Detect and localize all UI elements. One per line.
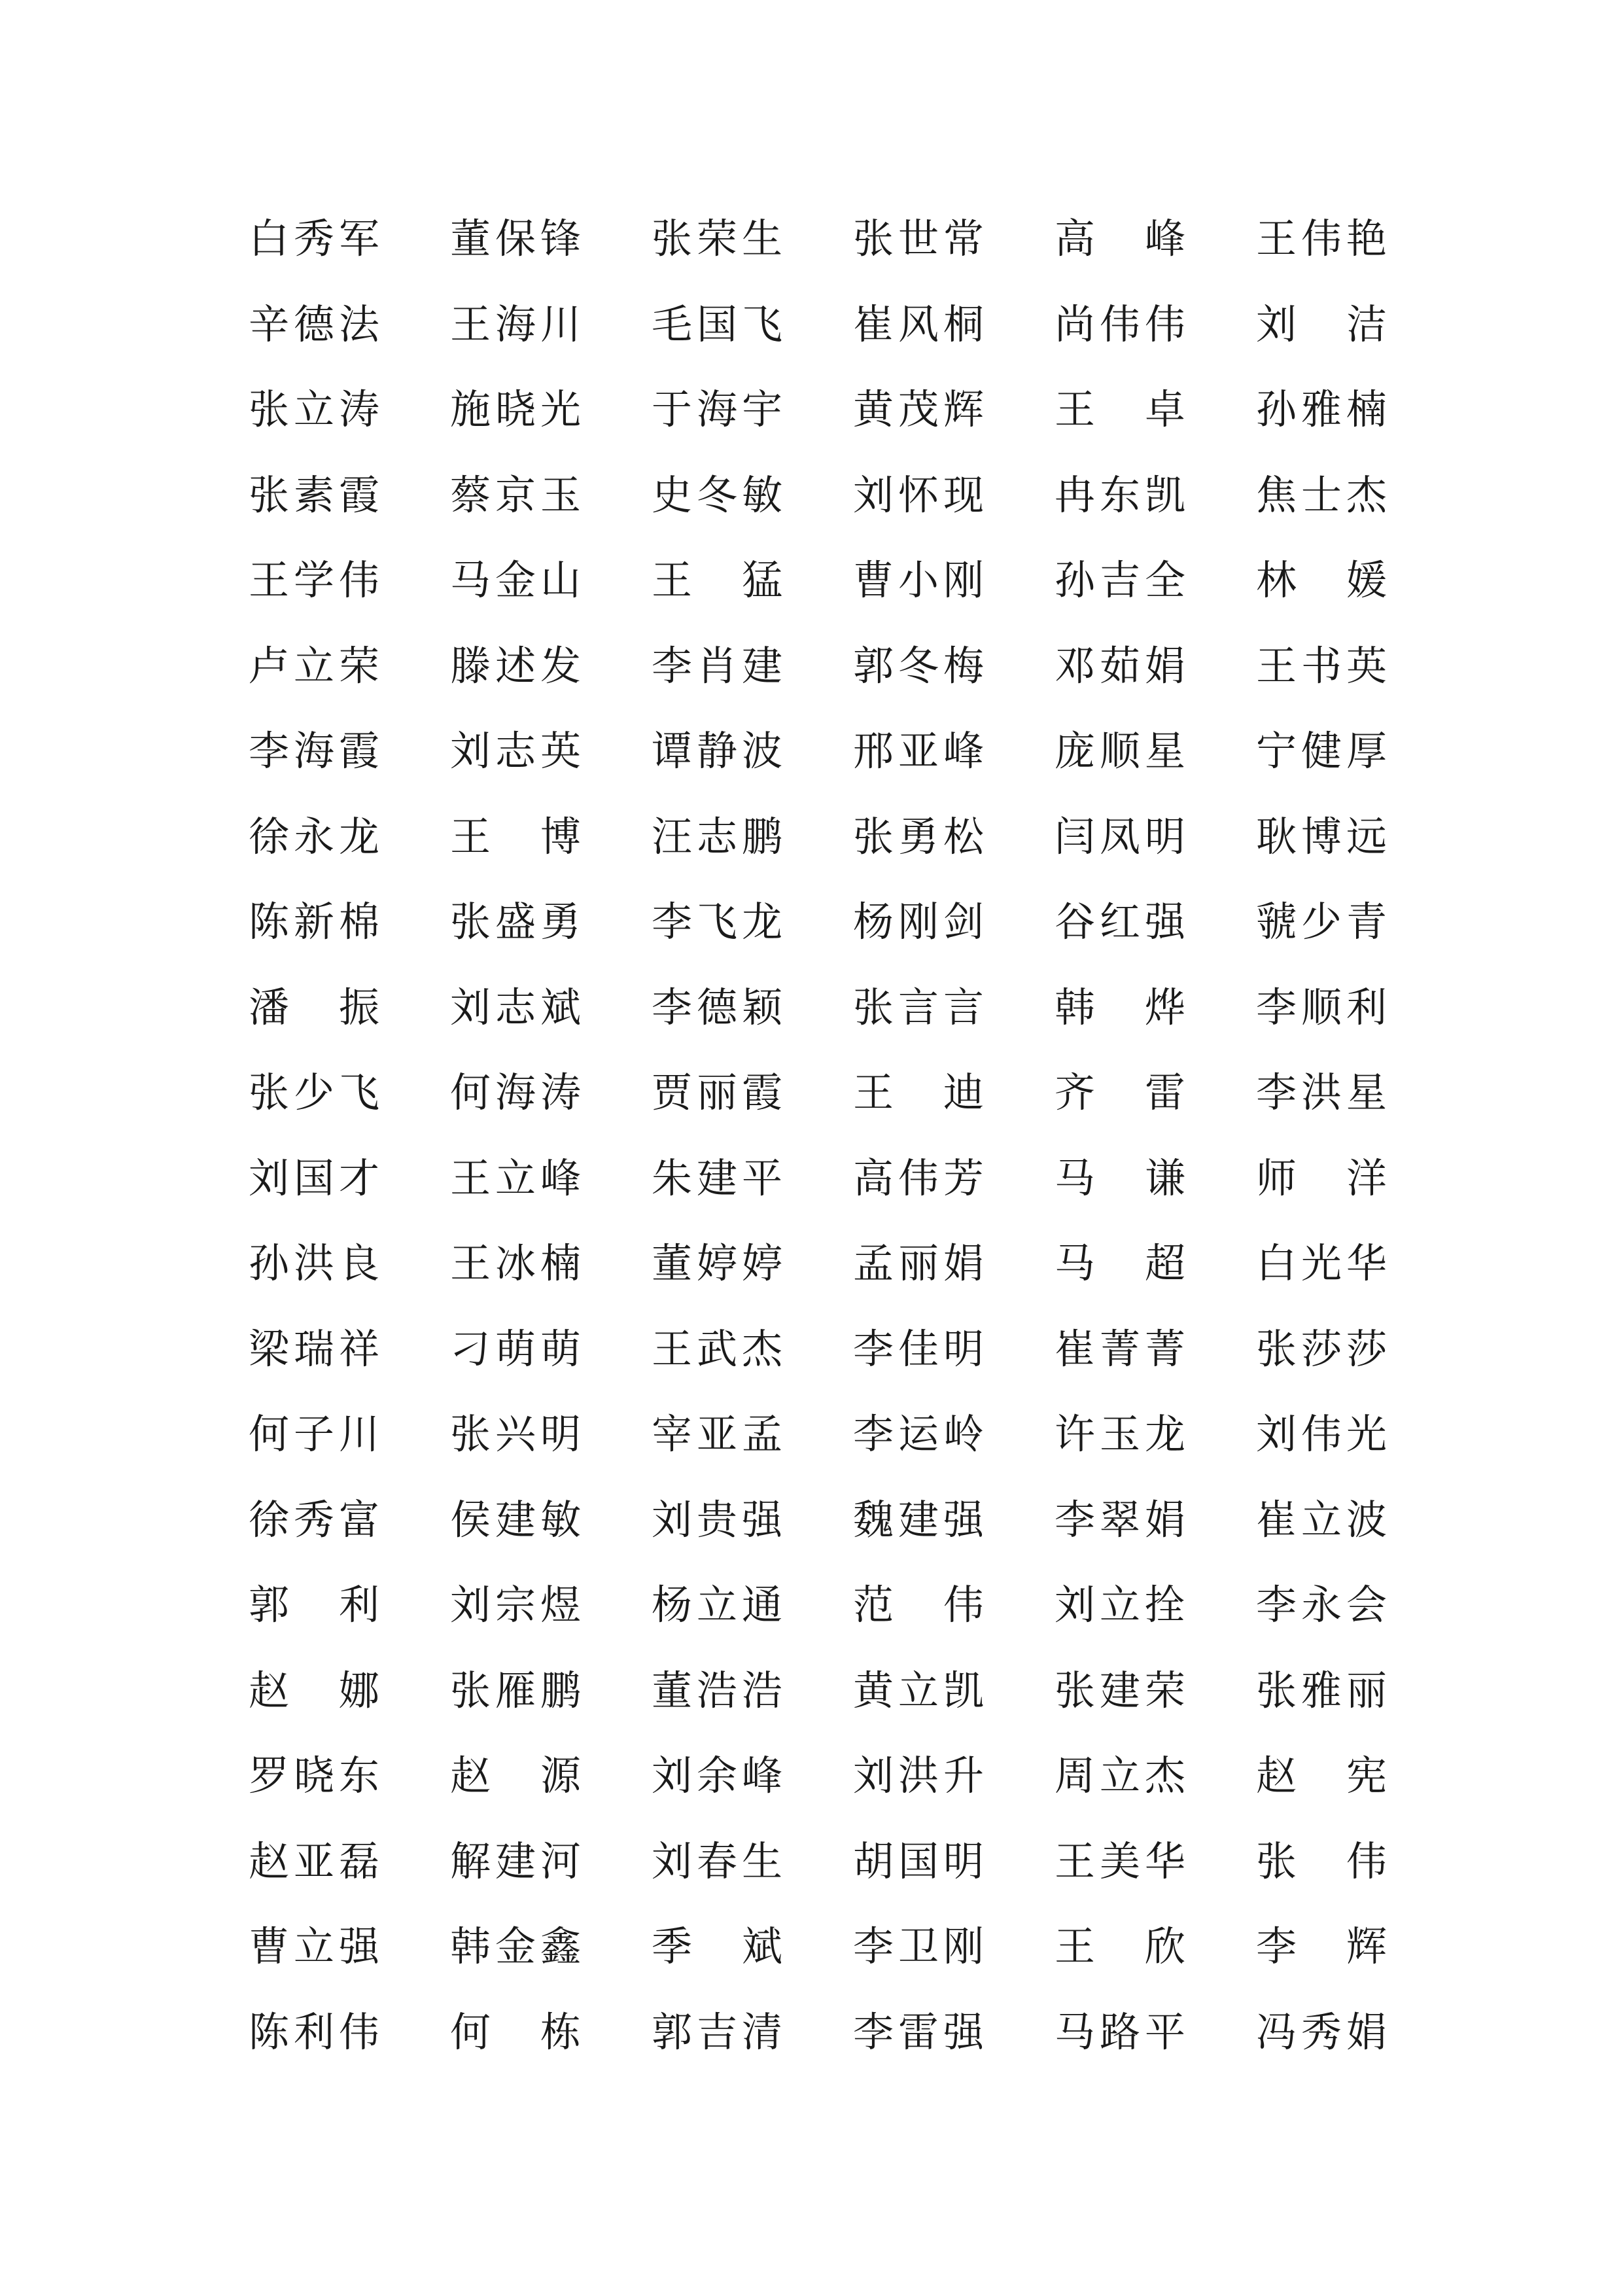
name-entry: 王 海 川	[450, 300, 581, 348]
name-entry: 何 子 川	[249, 1410, 379, 1458]
name-entry: 耿 博 远	[1256, 812, 1387, 860]
name-entry: 黄 茂 辉	[853, 385, 984, 434]
name-entry: 毛 国 飞	[652, 300, 782, 348]
name-entry: 王 学 伟	[249, 556, 379, 605]
name-entry: 徐 秀 富	[249, 1495, 379, 1544]
name-entry: 刘 志 英	[450, 727, 581, 775]
name-entry: 刘 宗 煜	[450, 1581, 581, 1629]
name-entry: 施 晓 光	[450, 385, 581, 434]
name-entry: 刘 余 峰	[652, 1752, 782, 1800]
name-entry: 胡 国 明	[853, 1837, 984, 1885]
name-entry: 马 路 平	[1055, 2007, 1185, 2056]
name-entry: 张 兴 明	[450, 1410, 581, 1458]
name-entry: 王 书 英	[1256, 641, 1387, 690]
name-entry: 赵 亚 磊	[249, 1837, 379, 1885]
name-entry: 张 荣 生	[652, 215, 782, 263]
name-entry: 陈 利 伟	[249, 2007, 379, 2056]
name-entry: 李 翠 娟	[1055, 1495, 1185, 1544]
name-entry: 刘 伟 光	[1256, 1410, 1387, 1458]
name-entry: 赵 宪	[1256, 1752, 1387, 1800]
name-entry: 崔 立 波	[1256, 1495, 1387, 1544]
name-entry: 罗 晓 东	[249, 1752, 379, 1800]
name-entry: 李 永 会	[1256, 1581, 1387, 1629]
name-entry: 宰 亚 孟	[652, 1410, 782, 1458]
name-entry: 张 建 荣	[1055, 1666, 1185, 1714]
name-entry: 王 立 峰	[450, 1154, 581, 1202]
name-entry: 杨 刚 剑	[853, 898, 984, 946]
name-entry: 陈 新 棉	[249, 898, 379, 946]
name-entry: 曹 小 刚	[853, 556, 984, 605]
name-entry: 张 勇 松	[853, 812, 984, 860]
name-entry: 刘 贵 强	[652, 1495, 782, 1544]
name-entry: 李 海 霞	[249, 727, 379, 775]
name-entry: 张 立 涛	[249, 385, 379, 434]
name-entry: 师 洋	[1256, 1154, 1387, 1202]
name-entry: 林 媛	[1256, 556, 1387, 605]
name-entry: 焦 士 杰	[1256, 470, 1387, 519]
name-entry: 董 浩 浩	[652, 1666, 782, 1714]
name-entry: 白 秀 军	[249, 215, 379, 263]
name-entry: 魏 建 强	[853, 1495, 984, 1544]
name-entry: 杨 立 通	[652, 1581, 782, 1629]
name-entry: 董 婷 婷	[652, 1239, 782, 1288]
name-entry: 白 光 华	[1256, 1239, 1387, 1288]
name-entry: 韩 烨	[1055, 983, 1185, 1031]
name-entry: 李 洪 星	[1256, 1069, 1387, 1117]
name-entry: 王 博	[450, 812, 581, 860]
name-entry: 郭 冬 梅	[853, 641, 984, 690]
name-entry: 崔 风 桐	[853, 300, 984, 348]
name-entry: 邓 茹 娟	[1055, 641, 1185, 690]
name-entry: 王 伟 艳	[1256, 215, 1387, 263]
name-entry: 冯 秀 娟	[1256, 2007, 1387, 2056]
name-entry: 马 谦	[1055, 1154, 1185, 1202]
name-entry: 李 辉	[1256, 1922, 1387, 1971]
name-entry: 李 德 颖	[652, 983, 782, 1031]
name-entry: 张 雅 丽	[1256, 1666, 1387, 1714]
name-entry: 何 海 涛	[450, 1069, 581, 1117]
name-entry: 刘 春 生	[652, 1837, 782, 1885]
name-entry: 邢 亚 峰	[853, 727, 984, 775]
name-entry: 解 建 河	[450, 1837, 581, 1885]
name-entry: 高 峰	[1055, 215, 1185, 263]
name-entry: 谷 红 强	[1055, 898, 1185, 946]
name-entry: 何 栋	[450, 2007, 581, 2056]
name-entry: 宁 健 厚	[1256, 727, 1387, 775]
name-entry: 王 卓	[1055, 385, 1185, 434]
name-entry: 李 肖 建	[652, 641, 782, 690]
name-entry: 季 斌	[652, 1922, 782, 1971]
name-entry: 刘 怀 现	[853, 470, 984, 519]
name-entry: 尚 伟 伟	[1055, 300, 1185, 348]
name-entry: 徐 永 龙	[249, 812, 379, 860]
name-entry: 刘 洪 升	[853, 1752, 984, 1800]
name-list	[249, 196, 1387, 2075]
name-entry: 孙 雅 楠	[1256, 385, 1387, 434]
name-entry: 周 立 杰	[1055, 1752, 1185, 1800]
name-entry: 侯 建 敏	[450, 1495, 581, 1544]
name-entry: 梁 瑞 祥	[249, 1324, 379, 1373]
name-entry: 虢 少 青	[1256, 898, 1387, 946]
name-entry: 董 保 锋	[450, 215, 581, 263]
name-entry: 赵 娜	[249, 1666, 379, 1714]
name-entry: 辛 德 法	[249, 300, 379, 348]
name-entry: 冉 东 凯	[1055, 470, 1185, 519]
name-entry: 马 金 山	[450, 556, 581, 605]
name-entry: 王 武 杰	[652, 1324, 782, 1373]
name-entry: 史 冬 敏	[652, 470, 782, 519]
name-entry: 张 盛 勇	[450, 898, 581, 946]
name-entry: 谭 静 波	[652, 727, 782, 775]
name-entry: 王 欣	[1055, 1922, 1185, 1971]
name-entry: 刁 萌 萌	[450, 1324, 581, 1373]
name-entry: 李 顺 利	[1256, 983, 1387, 1031]
name-entry: 刘 洁	[1256, 300, 1387, 348]
name-entry: 王 猛	[652, 556, 782, 605]
name-entry: 张 雁 鹏	[450, 1666, 581, 1714]
name-entry: 张 世 常	[853, 215, 984, 263]
name-entry: 闫 凤 明	[1055, 812, 1185, 860]
name-entry: 郭 吉 清	[652, 2007, 782, 2056]
name-entry: 李 运 岭	[853, 1410, 984, 1458]
name-entry: 范 伟	[853, 1581, 984, 1629]
name-entry: 孟 丽 娟	[853, 1239, 984, 1288]
name-entry: 李 佳 明	[853, 1324, 984, 1373]
name-entry: 韩 金 鑫	[450, 1922, 581, 1971]
name-entry: 孙 洪 良	[249, 1239, 379, 1288]
name-entry: 王 冰 楠	[450, 1239, 581, 1288]
name-entry: 于 海 宇	[652, 385, 782, 434]
name-entry: 庞 顺 星	[1055, 727, 1185, 775]
name-entry: 高 伟 芳	[853, 1154, 984, 1202]
name-entry: 汪 志 鹏	[652, 812, 782, 860]
name-entry: 张 莎 莎	[1256, 1324, 1387, 1373]
name-entry: 孙 吉 全	[1055, 556, 1185, 605]
name-entry: 张 素 霞	[249, 470, 379, 519]
name-entry: 刘 国 才	[249, 1154, 379, 1202]
name-entry: 王 美 华	[1055, 1837, 1185, 1885]
name-entry: 贾 丽 霞	[652, 1069, 782, 1117]
name-entry: 刘 立 拴	[1055, 1581, 1185, 1629]
name-entry: 崔 菁 菁	[1055, 1324, 1185, 1373]
name-entry: 齐 雷	[1055, 1069, 1185, 1117]
name-entry: 张 少 飞	[249, 1069, 379, 1117]
name-entry: 郭 利	[249, 1581, 379, 1629]
name-entry: 李 雷 强	[853, 2007, 984, 2056]
name-entry: 许 玉 龙	[1055, 1410, 1185, 1458]
name-entry: 卢 立 荣	[249, 641, 379, 690]
name-entry: 李 卫 刚	[853, 1922, 984, 1971]
name-entry: 朱 建 平	[652, 1154, 782, 1202]
name-entry: 马 超	[1055, 1239, 1185, 1288]
name-entry: 张 言 言	[853, 983, 984, 1031]
name-entry: 黄 立 凯	[853, 1666, 984, 1714]
name-entry: 曹 立 强	[249, 1922, 379, 1971]
name-entry: 赵 源	[450, 1752, 581, 1800]
name-entry: 滕 述 发	[450, 641, 581, 690]
name-entry: 王 迪	[853, 1069, 984, 1117]
name-entry: 蔡 京 玉	[450, 470, 581, 519]
name-entry: 李 飞 龙	[652, 898, 782, 946]
name-entry: 潘 振	[249, 983, 379, 1031]
name-entry: 张 伟	[1256, 1837, 1387, 1885]
name-entry: 刘 志 斌	[450, 983, 581, 1031]
